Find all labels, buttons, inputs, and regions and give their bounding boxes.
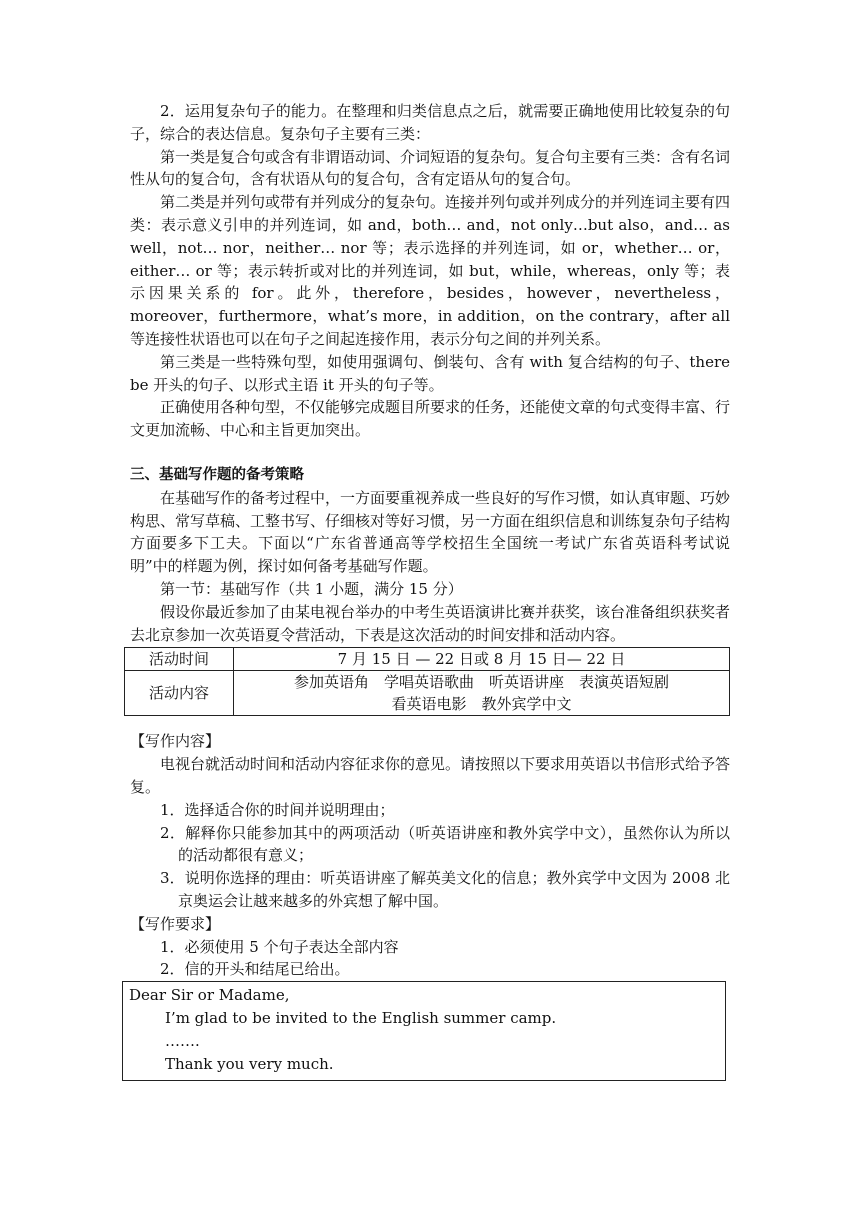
- spacer: [130, 716, 730, 730]
- schedule-table: [124, 647, 730, 716]
- writing-content-heading: 【写作内容】: [130, 732, 221, 751]
- paragraph-scenario: 假设你最近参加了由某电视台举办的中考生英语演讲比赛并获奖，该台准备组织获奖者去北京参加一次英语夏令营活动，下表是这次活动的时间安排和活动内容。: [130, 602, 731, 644]
- letter-line-1: I’m glad to be invited to the English summer camp.: [165, 1009, 557, 1028]
- activity-line-1: 参加英语角 学唱英语歌曲 听英语讲座 表演英语短剧: [293, 673, 669, 692]
- paragraph-type-two: 第二类是并列句或带有并列成分的复杂句。连接并列句或并列成分的并列连词主要有四类：表示意义引申的并列连词，如 and，both… and，not only…but also，and… as well，not… nor，neither… nor 等；表示选择的并列连词，如 or，whether… or，either… or 等；表示转折或对比的并列连词，如 but，while，whereas，only 等；表示因果关系的 for。此外，therefore，besides，however，nevertheless，moreover，furthermore，what’s more，in addition，on the contrary，after all 等连接性状语也可以在句子之间起连接作用，表示分句之间的并列关系。: [130, 193, 731, 348]
- writing-requirements-heading: 【写作要求】: [130, 914, 221, 933]
- paragraph-section-one: 第一节：基础写作（共 1 小题，满分 15 分）: [160, 579, 463, 598]
- table-cell-content-value: [234, 671, 730, 716]
- content-item-3: 3．说明你选择的理由：听英语讲座了解英美文化的信息；教外宾学中文因为 2008 北京奥运会让越来越多的外宾想了解中国。: [160, 869, 730, 910]
- table-row: [125, 671, 730, 716]
- requirement-item-2: 2．信的开头和结尾已给出。: [160, 960, 350, 979]
- paragraph-type-one: 第一类是复合句或含有非谓语动词、介词短语的复杂句。复合句主要有三类：含有名词性从句的复合句，含有状语从句的复合句，含有定语从句的复合句。: [130, 147, 731, 189]
- paragraph-instructions: 电视台就活动时间和活动内容征求你的意见。请按照以下要求用英语以书信形式给予答复。: [130, 755, 731, 796]
- activity-line-2: 看英语电影 教外宾学中文: [391, 695, 572, 714]
- letter-box: [122, 981, 726, 1081]
- table-cell-time-label: 活动时间: [125, 648, 234, 671]
- content-item-1: 1．选择适合你的时间并说明理由；: [160, 800, 395, 819]
- table-cell-content-label: 活动内容: [125, 671, 234, 716]
- paragraph-summary: 正确使用各种句型，不仅能够完成题目所要求的任务，还能使文章的句式变得丰富、行文更加流畅、中心和主旨更加突出。: [130, 398, 731, 440]
- document-page: [130, 100, 730, 1081]
- paragraph-complex-sentences: 2．运用复杂句子的能力。在整理和归类信息点之后，就需要正确地使用比较复杂的句子，综合的表达信息。复杂句子主要有三类：: [130, 102, 730, 143]
- requirement-item-1: 1．必须使用 5 个句子表达全部内容: [160, 937, 399, 956]
- letter-line-3: Thank you very much.: [165, 1055, 334, 1074]
- paragraph-type-three: 第三类是一些特殊句型，如使用强调句、倒装句、含有 with 复合结构的句子、there be 开头的句子、以形式主语 it 开头的句子等。: [130, 352, 730, 394]
- content-item-2: 2．解释你只能参加其中的两项活动（听英语讲座和教外宾学中文），虽然你认为所以的活动都很有意义；: [160, 823, 730, 865]
- letter-salutation: Dear Sir or Madame,: [129, 986, 290, 1005]
- letter-line-2: …….: [165, 1032, 200, 1051]
- spacer: [130, 442, 730, 464]
- table-cell-time-value: 7 月 15 日 — 22 日或 8 月 15 日— 22 日: [234, 648, 730, 671]
- paragraph-strategy: 在基础写作的备考过程中，一方面要重视养成一些良好的写作习惯，如认真审题、巧妙构思、常写草稿、工整书写、仔细核对等好习惯，另一方面在组织信息和训练复杂句子结构方面要多下工夫。下面以“广东省普通高等学校招生全国统一考试广东省英语科考试说明”中的样题为例，探讨如何备考基础写作题。: [130, 488, 731, 576]
- table-row: [125, 648, 730, 671]
- section-heading: 三、基础写作题的备考策略: [130, 466, 304, 483]
